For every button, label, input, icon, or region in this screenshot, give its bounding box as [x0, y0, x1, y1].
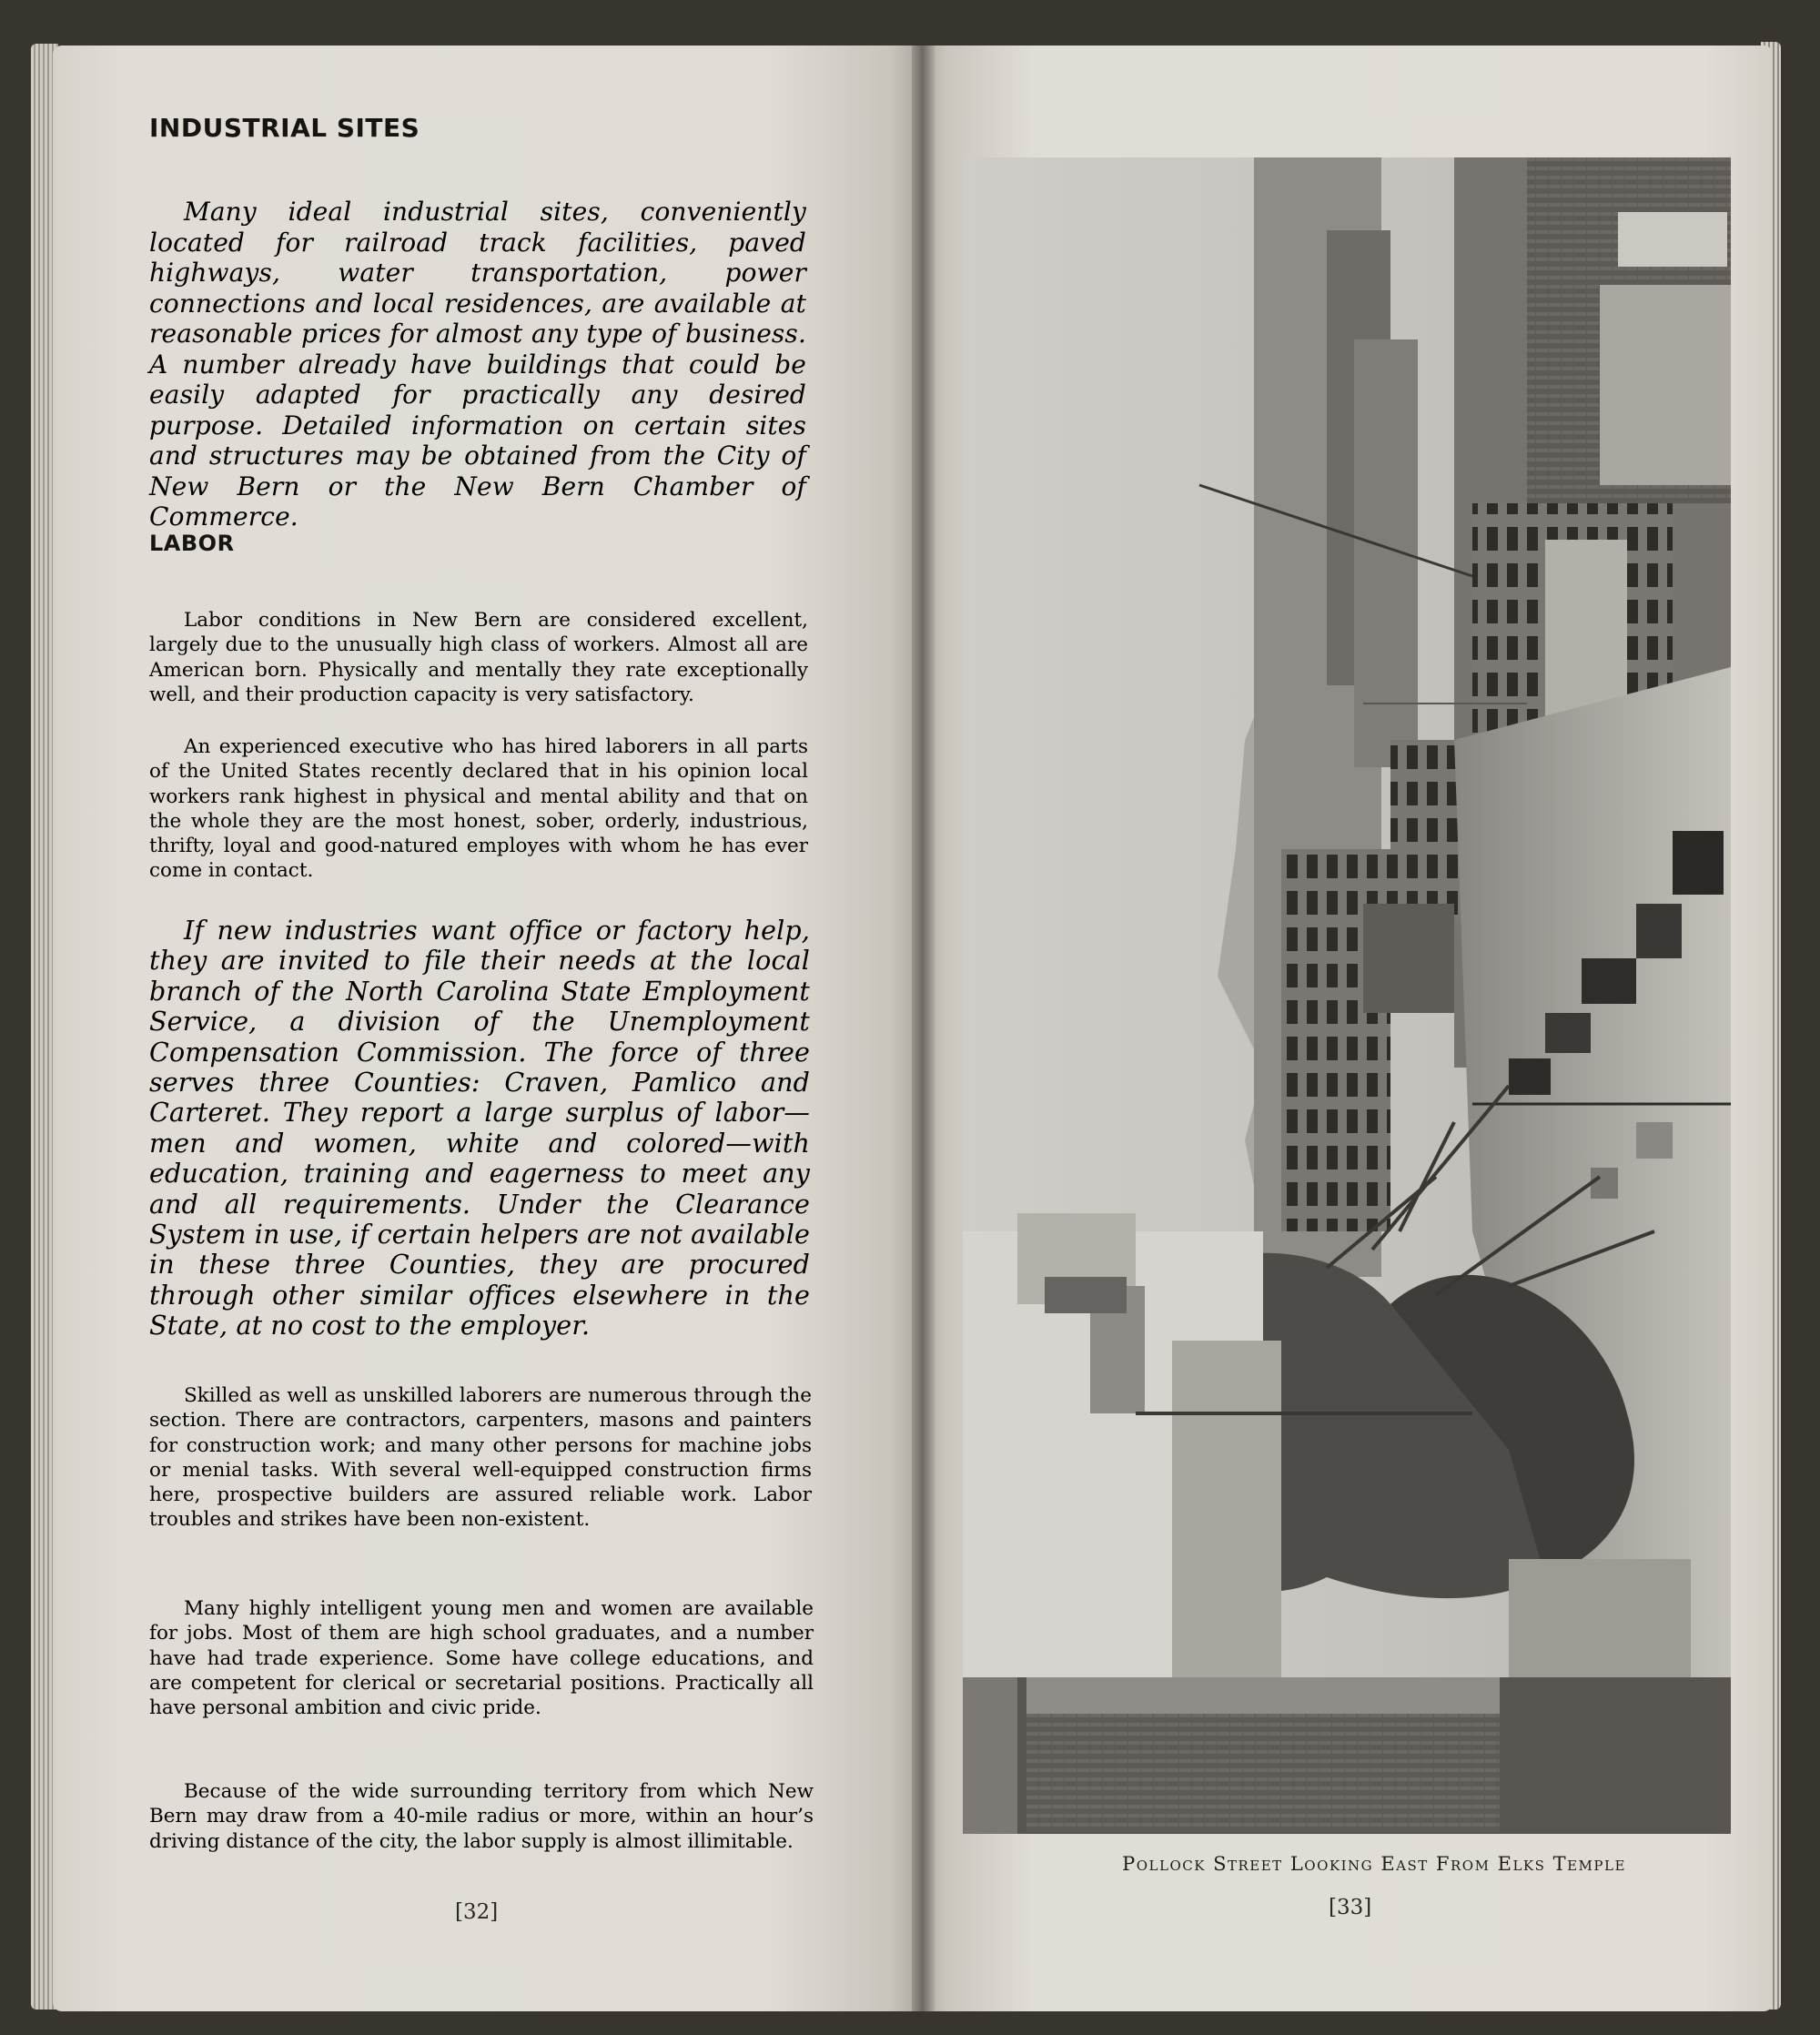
heading-labor: LABOR: [149, 531, 235, 556]
labor-paragraph-2: An experienced executive who has hired laborers in all parts of the United States recently declared that in his opinion local workers rank highest in physical and mental ability and that on the whole they are the most honest, sober, orderly, industrious, thrifty, loyal and good-natured employes with whom he has ever come in contact.: [149, 735, 808, 883]
right-page-number: [33]: [1329, 1896, 1372, 1919]
left-page-number: [32]: [455, 1900, 499, 1924]
photo-caption: Pollock Street Looking East From Elks Temple: [1122, 1853, 1626, 1875]
book-gutter: [912, 46, 935, 2011]
labor-paragraph-5: Many highly intelligent young men and women are available for jobs. Most of them are high school graduates, and a number have had trade experience. Some have college educations, and are competent for clerical or secretarial positions. Practically all have personal ambition and civic pride.: [149, 1597, 814, 1720]
industrial-sites-paragraph: Many ideal industrial sites, conveniently located for railroad track facilities, paved highways, water transportation, power connections and local residences, are available at reasonable prices for almost any type of business. A number already have buildings that could be easily adapted for practically any desired purpose. Detailed information on certain sites and structures may be obtained from the City of New Bern or the New Bern Chamber of Commerce.: [149, 197, 806, 532]
labor-paragraph-1: Labor conditions in New Bern are considered excellent, largely due to the unusually high class of workers. Almost all are American born. Physically and mentally they rate exceptionally well, and their production capacity is very satisfactory.: [149, 609, 808, 706]
street-photograph: [963, 157, 1731, 1834]
labor-paragraph-4: Skilled as well as unskilled laborers are numerous through the section. There are contractors, carpenters, masons and painters for construction work; and many other persons for machine jobs or menial tasks. With several well-equipped construction firms here, prospective builders are assured reliable work. Labor troubles and strikes have been non-existent.: [149, 1384, 812, 1532]
labor-paragraph-6: Because of the wide surrounding territory from which New Bern may draw from a 40-mile radius or more, within an hour’s driving distance of the city, the labor supply is almost illimitable.: [149, 1780, 814, 1853]
labor-paragraph-3: If new industries want office or factory help, they are invited to file their needs at the local branch of the North Carolina State Employment Service, a division of the Unemployment Compensation Commission. The force of three serves three Counties: Craven, Pamlico and Carteret. They report a large surplus of labor—men and women, white and colored—with education, training and eagerness to meet any and all requirements. Under the Clearance System in use, if certain helpers are not available in these three Counties, they are procured through other similar offices elsewhere in the State, at no cost to the employer.: [149, 916, 810, 1341]
heading-industrial-sites: INDUSTRIAL SITES: [149, 113, 420, 143]
